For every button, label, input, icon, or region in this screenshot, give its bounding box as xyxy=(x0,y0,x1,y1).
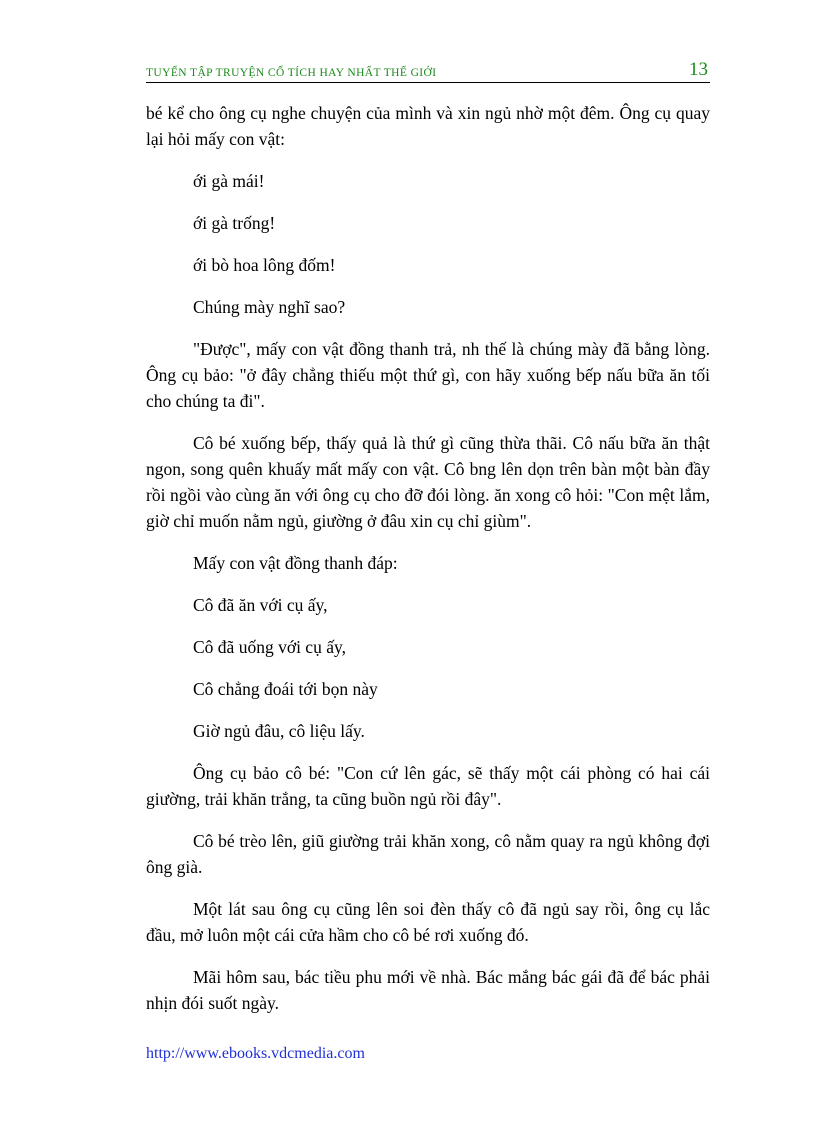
paragraph: "Được", mấy con vật đồng thanh trả, nh thế là chúng mày đã bằng lòng. Ông cụ bảo: "ở đây chẳng thiếu một thứ gì, con hãy xuống bếp nấu bữa ăn tối cho chúng ta đi". xyxy=(146,339,710,411)
verse-line: Mấy con vật đồng thanh đáp: xyxy=(193,553,398,573)
verse-line: Cô đã uống với cụ ấy, xyxy=(193,637,346,657)
book-title: TUYỂN TẬP TRUYỆN CỔ TÍCH HAY NHẤT THẾ GIỚI xyxy=(146,67,437,79)
story-body xyxy=(146,100,710,1032)
page-number: 13 xyxy=(689,59,708,80)
verse-line: Chúng mày nghĩ sao? xyxy=(193,297,346,317)
footer-link[interactable]: http://www.ebooks.vdcmedia.com xyxy=(146,1045,365,1062)
verse-line: Cô chẳng đoái tới bọn này xyxy=(193,679,378,699)
verse-line: ới bò hoa lông đốm! xyxy=(193,255,336,275)
verse-line: Giờ ngủ đâu, cô liệu lấy. xyxy=(193,721,365,741)
page-header xyxy=(146,60,710,83)
paragraph: Cô bé xuống bếp, thấy quả là thứ gì cũng thừa thãi. Cô nấu bữa ăn thật ngon, song quên khuấy mất mấy con vật. Cô bng lên dọn trên bàn một bàn đầy rồi ngồi vào cùng ăn với ông cụ cho đỡ đói lòng. ăn xong cô hỏi: "Con mệt lắm, giờ chỉ muốn nằm ngủ, giường ở đâu xin cụ chỉ giùm". xyxy=(146,433,710,531)
verse-line: ới gà trống! xyxy=(193,213,276,233)
paragraph: Mãi hôm sau, bác tiều phu mới về nhà. Bác mắng bác gái đã để bác phải nhịn đói suốt ngày. xyxy=(146,967,710,1013)
paragraph: Ông cụ bảo cô bé: "Con cứ lên gác, sẽ thấy một cái phòng có hai cái giường, trải khăn trắng, ta cũng buồn ngủ rồi đây". xyxy=(146,763,710,809)
paragraph: Cô bé trèo lên, giũ giường trải khăn xong, cô nằm quay ra ngủ không đợi ông già. xyxy=(146,831,710,877)
paragraph: bé kể cho ông cụ nghe chuyện của mình và xin ngủ nhờ một đêm. Ông cụ quay lại hỏi mấy con vật: xyxy=(146,103,710,149)
paragraph: Một lát sau ông cụ cũng lên soi đèn thấy cô đã ngủ say rồi, ông cụ lắc đầu, mở luôn một cái cửa hầm cho cô bé rơi xuống đó. xyxy=(146,899,710,945)
verse-line: ới gà mái! xyxy=(193,171,265,191)
verse-line: Cô đã ăn với cụ ấy, xyxy=(193,595,328,615)
